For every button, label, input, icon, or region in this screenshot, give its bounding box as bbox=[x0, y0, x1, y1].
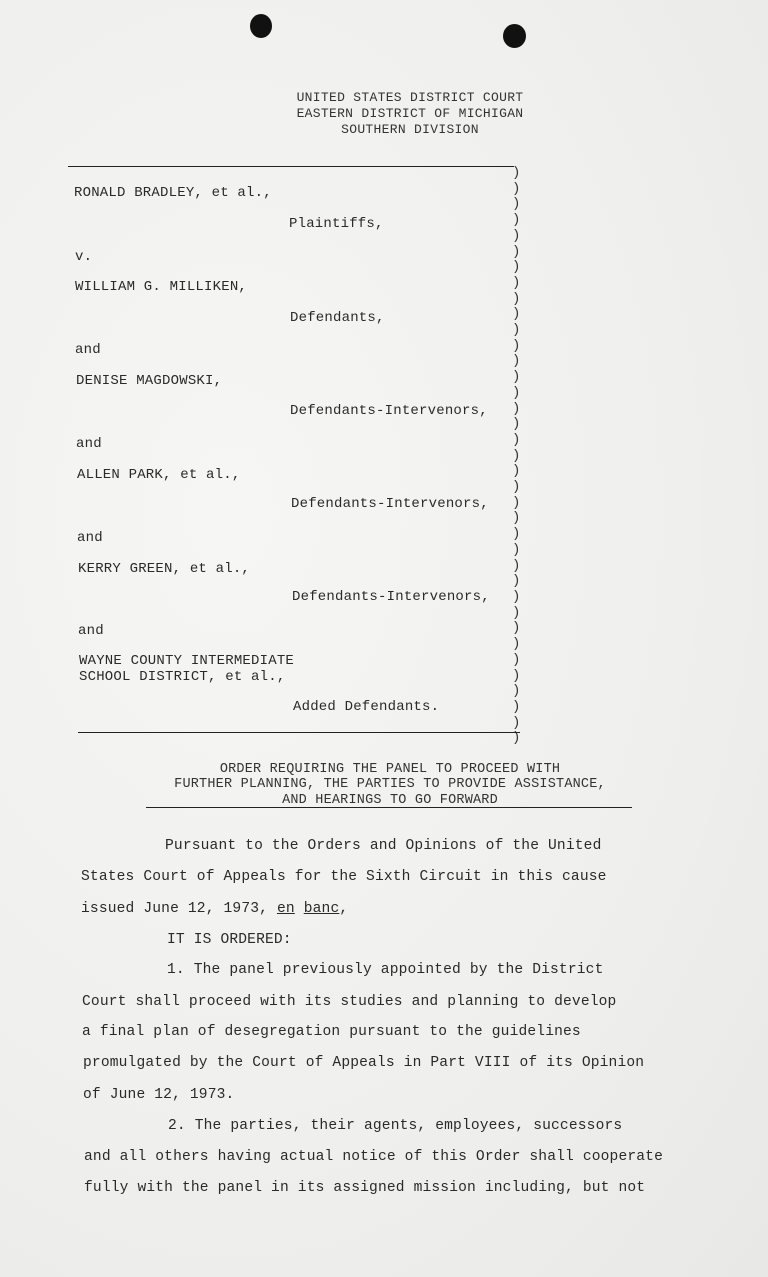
added-defendant-role: Added Defendants. bbox=[293, 699, 440, 715]
item-1-line-3: a final plan of desegregation pursuant to the guidelines bbox=[82, 1024, 581, 1040]
item-1-line-2: Court shall proceed with its studies and planning to develop bbox=[82, 994, 617, 1010]
added-defendant-line-1: WAYNE COUNTY INTERMEDIATE bbox=[79, 653, 295, 669]
intervenor-3-role: Defendants-Intervenors, bbox=[292, 589, 490, 605]
item-1-line-5: of June 12, 1973. bbox=[83, 1087, 235, 1103]
versus: v. bbox=[75, 249, 93, 265]
en-banc-banc: banc bbox=[303, 901, 340, 917]
intervenor-2-role: Defendants-Intervenors, bbox=[291, 496, 489, 512]
paragraph-1-line-3 bbox=[81, 901, 348, 917]
court-division: SOUTHERN DIVISION bbox=[341, 122, 479, 137]
court-name: UNITED STATES DISTRICT COURT bbox=[296, 90, 524, 105]
caption-bracket: ) ) ) ) ) ) ) ) ) ) ) ) ) ) ) ) ) ) ) ) ) ) ) ) ) ) ) ) ) ) ) ) ) ) ) ) ) bbox=[512, 165, 521, 747]
en-banc-en: en bbox=[276, 901, 295, 917]
order-title-underline bbox=[146, 807, 632, 808]
punch-hole-left bbox=[250, 14, 272, 38]
intervenor-3-name: KERRY GREEN, et al., bbox=[78, 561, 251, 577]
comma: , bbox=[339, 901, 349, 917]
court-district: EASTERN DISTRICT OF MICHIGAN bbox=[296, 106, 524, 121]
punch-hole-right bbox=[503, 24, 526, 48]
paragraph-1-line-2: States Court of Appeals for the Sixth Circuit in this cause bbox=[81, 869, 607, 885]
item-2-line-1: 2. The parties, their agents, employees, successors bbox=[168, 1118, 623, 1134]
order-title-line-1: ORDER REQUIRING THE PANEL TO PROCEED WITH bbox=[219, 762, 561, 777]
conjunction-and: and bbox=[78, 623, 104, 639]
conjunction-and: and bbox=[77, 530, 103, 546]
intervenor-1-role: Defendants-Intervenors, bbox=[290, 403, 488, 419]
paragraph-1-line-1: Pursuant to the Orders and Opinions of the United bbox=[165, 838, 602, 854]
caption-bottom-rule bbox=[78, 732, 520, 733]
plaintiff-name: RONALD BRADLEY, et al., bbox=[74, 185, 272, 201]
item-2-line-2: and all others having actual notice of this Order shall cooperate bbox=[84, 1149, 663, 1165]
item-1-line-1: 1. The panel previously appointed by the District bbox=[167, 962, 604, 978]
item-2-line-3: fully with the panel in its assigned mission including, but not bbox=[84, 1180, 646, 1196]
defendant-role: Defendants, bbox=[290, 310, 385, 326]
it-is-ordered: IT IS ORDERED: bbox=[167, 932, 292, 948]
plaintiff-role: Plaintiffs, bbox=[289, 216, 384, 232]
caption-top-rule bbox=[68, 166, 514, 167]
conjunction-and: and bbox=[76, 436, 102, 452]
conjunction-and: and bbox=[75, 342, 101, 358]
issued-date-text: issued June 12, 1973, bbox=[81, 901, 277, 917]
intervenor-1-name: DENISE MAGDOWSKI, bbox=[76, 373, 223, 389]
order-title-line-2: FURTHER PLANNING, THE PARTIES TO PROVIDE ASSISTANCE, bbox=[174, 777, 606, 792]
item-1-line-4: promulgated by the Court of Appeals in Part VIII of its Opinion bbox=[83, 1055, 645, 1071]
intervenor-2-name: ALLEN PARK, et al., bbox=[77, 467, 241, 483]
defendant-name: WILLIAM G. MILLIKEN, bbox=[75, 279, 248, 295]
added-defendant-line-2: SCHOOL DISTRICT, et al., bbox=[79, 669, 286, 685]
order-title-line-3: AND HEARINGS TO GO FORWARD bbox=[282, 793, 498, 808]
